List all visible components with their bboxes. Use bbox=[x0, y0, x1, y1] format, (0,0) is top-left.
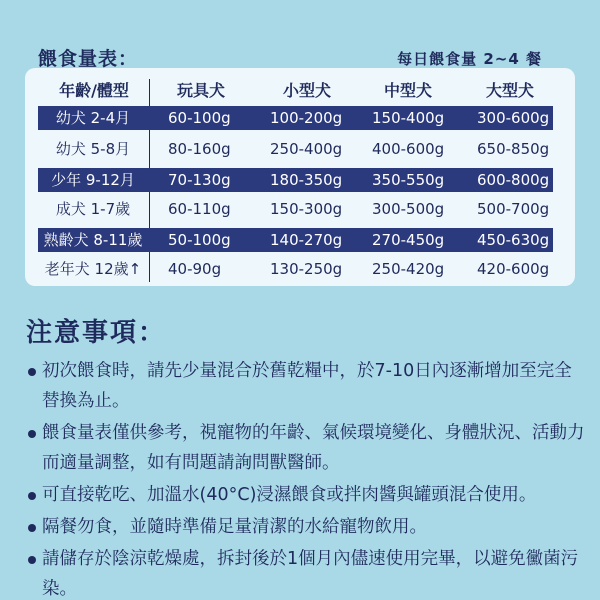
age-label: 少年 9-12月 bbox=[51, 171, 135, 189]
feed-amount-cell: 500-700g bbox=[477, 200, 550, 218]
feed-amount-cell: 150-400g bbox=[372, 109, 445, 127]
bullet-icon bbox=[28, 492, 36, 500]
table-row bbox=[38, 168, 553, 192]
age-label: 幼犬 5-8月 bbox=[55, 140, 131, 158]
header-toy-dog: 玩具犬 bbox=[176, 81, 225, 100]
bullet-icon bbox=[28, 524, 36, 532]
bullet-icon bbox=[28, 556, 36, 564]
feed-amount-cell: 270-450g bbox=[372, 231, 445, 249]
bullet-icon bbox=[28, 430, 36, 438]
table-row bbox=[38, 137, 553, 161]
feed-amount-cell: 650-850g bbox=[477, 140, 550, 158]
feed-amount-cell: 450-630g bbox=[477, 231, 550, 249]
daily-meals-note: 每日餵食量 2~4 餐 bbox=[397, 50, 542, 68]
bullet-icon bbox=[28, 368, 36, 376]
age-label: 熟齡犬 8-11歲 bbox=[43, 231, 143, 249]
note-text: 初次餵食時，請先少量混合於舊乾糧中，於7-10日內逐漸增加至完全替換為止。 bbox=[42, 361, 572, 411]
feed-amount-cell: 420-600g bbox=[477, 260, 550, 278]
feed-amount-cell: 250-400g bbox=[270, 140, 343, 158]
feed-amount-cell: 400-600g bbox=[372, 140, 445, 158]
note-item bbox=[26, 512, 586, 542]
table-row bbox=[38, 106, 553, 130]
note-item bbox=[26, 544, 586, 600]
feed-amount-cell: 50-100g bbox=[168, 231, 231, 249]
feed-amount-cell: 100-200g bbox=[270, 109, 343, 127]
table-row bbox=[38, 197, 553, 221]
feed-table-title: 餵食量表： bbox=[38, 48, 139, 70]
feed-amount-cell: 300-500g bbox=[372, 200, 445, 218]
note-text: 可直接乾吃、加溫水(40°C)浸濕餵食或拌肉醬與罐頭混合使用。 bbox=[42, 485, 537, 505]
age-label: 幼犬 2-4月 bbox=[55, 109, 131, 127]
feed-amount-cell: 40-90g bbox=[168, 260, 222, 278]
age-label: 老年犬 12歲↑ bbox=[44, 260, 142, 278]
header-large-dog: 大型犬 bbox=[485, 81, 534, 100]
feed-amount-cell: 140-270g bbox=[270, 231, 343, 249]
header-medium-dog: 中型犬 bbox=[383, 81, 432, 100]
feed-amount-cell: 60-110g bbox=[168, 200, 231, 218]
header-age-size: 年齡/體型 bbox=[59, 81, 129, 100]
feed-amount-cell: 250-420g bbox=[372, 260, 445, 278]
feed-amount-cell: 150-300g bbox=[270, 200, 343, 218]
feed-amount-cell: 180-350g bbox=[270, 171, 343, 189]
feed-amount-cell: 130-250g bbox=[270, 260, 343, 278]
feed-amount-cell: 70-130g bbox=[168, 171, 231, 189]
note-text: 請儲存於陰涼乾燥處，拆封後於1個月內儘速使用完畢，以避免黴菌污染。 bbox=[42, 549, 579, 599]
note-item bbox=[26, 356, 586, 416]
notes-title: 注意事項： bbox=[26, 318, 167, 348]
feed-amount-cell: 80-160g bbox=[168, 140, 231, 158]
note-item bbox=[26, 418, 586, 478]
feed-amount-cell: 300-600g bbox=[477, 109, 550, 127]
age-label: 成犬 1-7歲 bbox=[55, 200, 131, 218]
table-row bbox=[38, 257, 553, 281]
note-item bbox=[26, 480, 586, 510]
feed-amount-cell: 350-550g bbox=[372, 171, 445, 189]
note-text: 餵食量表僅供參考，視寵物的年齡、氣候環境變化、身體狀況、活動力而適量調整，如有問題請詢問獸醫師。 bbox=[42, 423, 585, 473]
feed-amount-cell: 60-100g bbox=[168, 109, 231, 127]
feed-amount-cell: 600-800g bbox=[477, 171, 550, 189]
table-row bbox=[38, 228, 553, 252]
header-small-dog: 小型犬 bbox=[282, 81, 331, 100]
note-text: 隔餐勿食，並隨時準備足量清潔的水給寵物飲用。 bbox=[42, 517, 427, 537]
notes-list bbox=[26, 356, 586, 600]
